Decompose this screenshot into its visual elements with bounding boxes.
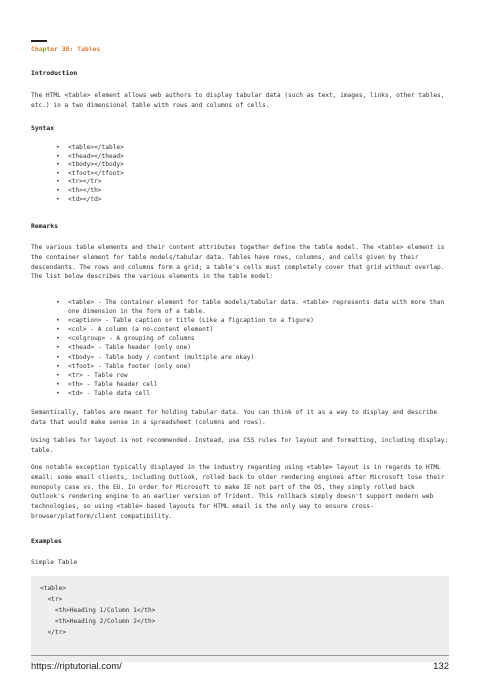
list-item: • <tr> - Table row: [56, 371, 128, 379]
list-item: • <tfoot> - Table footer (only one): [56, 362, 191, 370]
page-number: 132: [433, 661, 449, 672]
list-item: • <col> - A column (a no-content element): [56, 326, 214, 334]
list-item: • <tbody></tbody>: [56, 161, 124, 169]
introduction-heading: Introduction: [31, 69, 78, 77]
code-line: <table>: [40, 585, 67, 592]
footer-divider: [31, 655, 449, 656]
list-item: • <tfoot></tfoot>: [56, 169, 124, 177]
list-item: • <table></table>: [56, 144, 124, 151]
footer-link[interactable]: https://riptutorial.com/: [31, 661, 122, 672]
list-item: • <table> - The container element for table models/tabular data. <table> represents data with more than one dimension in the form of a table.: [56, 299, 445, 316]
remarks-intro: The various table elements and their content attributes together define the table model. The <table> element is the container element for table models/tabular data. Tables have rows, columns, and cells given by their descendants. The rows and columns form a grid; a table's cells must completely cover that grid without overlap. The list below describes the various elements in the table model:: [31, 244, 445, 281]
list-item: • <tr></tr>: [56, 178, 102, 186]
list-item: • <caption> - Table caption or title (Like a figcaption to a figure): [56, 317, 314, 325]
list-item: • <tbody> - Table body / content (multiple are okay): [56, 353, 255, 361]
list-item: • <thead> - Table header (only one): [56, 344, 191, 352]
list-item: • <td></td>: [56, 195, 102, 203]
introduction-text: The HTML <table> element allows web authors to display tabular data (such as text, images, links, other tables, etc.) in a two dimensional table with rows and columns of cells.: [31, 92, 445, 109]
code-line: <th>Heading 2/Column 2</th>: [40, 618, 156, 625]
chapter-rule: [31, 40, 47, 42]
list-item: • <th> - Table header cell: [56, 380, 158, 388]
list-item: • <thead></thead>: [56, 152, 124, 160]
remarks-paragraph: One notable exception typically displayed in the industry regarding using <table> layout is in regards to HTML email: some email clients, including Outlook, rolled back to older rendering engines after Microsoft lose their monopoly case vs. the EU. In order for Microsoft to make IE not part of the OS, they simply rolled back Outlook's rendering engine to an earlier version of Trident. This rollback simply doesn't support modern web technologies, so using <table> based layouts for HTML email is the only way to ensure cross-browser/platform/client compatibility.: [31, 464, 445, 520]
remarks-heading: Remarks: [31, 222, 58, 230]
syntax-heading: Syntax: [31, 124, 55, 132]
remarks-paragraph: Semantically, tables are meant for holding tabular data. You can think of it as a way to display and describe data that would make sense in a spreadsheet (columns and rows).: [31, 409, 438, 426]
code-line: </tr>: [40, 629, 67, 636]
code-block: [31, 576, 449, 662]
list-item: • <td> - Table data cell: [56, 389, 150, 397]
examples-subheading: Simple Table: [31, 558, 78, 566]
examples-heading: Examples: [31, 537, 62, 545]
syntax-list: [56, 144, 124, 204]
list-item: • <colgroup> - A grouping of columns: [56, 335, 195, 343]
remarks-paragraph: Using tables for layout is not recommended. Instead, use CSS rules for layout and formatting, including display: table.: [31, 437, 449, 454]
chapter-title: Chapter 38: Tables: [31, 45, 101, 53]
remarks-list: [56, 298, 448, 398]
code-line: <th>Heading 1/Column 1</th>: [40, 607, 156, 614]
list-item: • <th></th>: [56, 186, 102, 194]
code-line: <tr>: [40, 596, 63, 603]
